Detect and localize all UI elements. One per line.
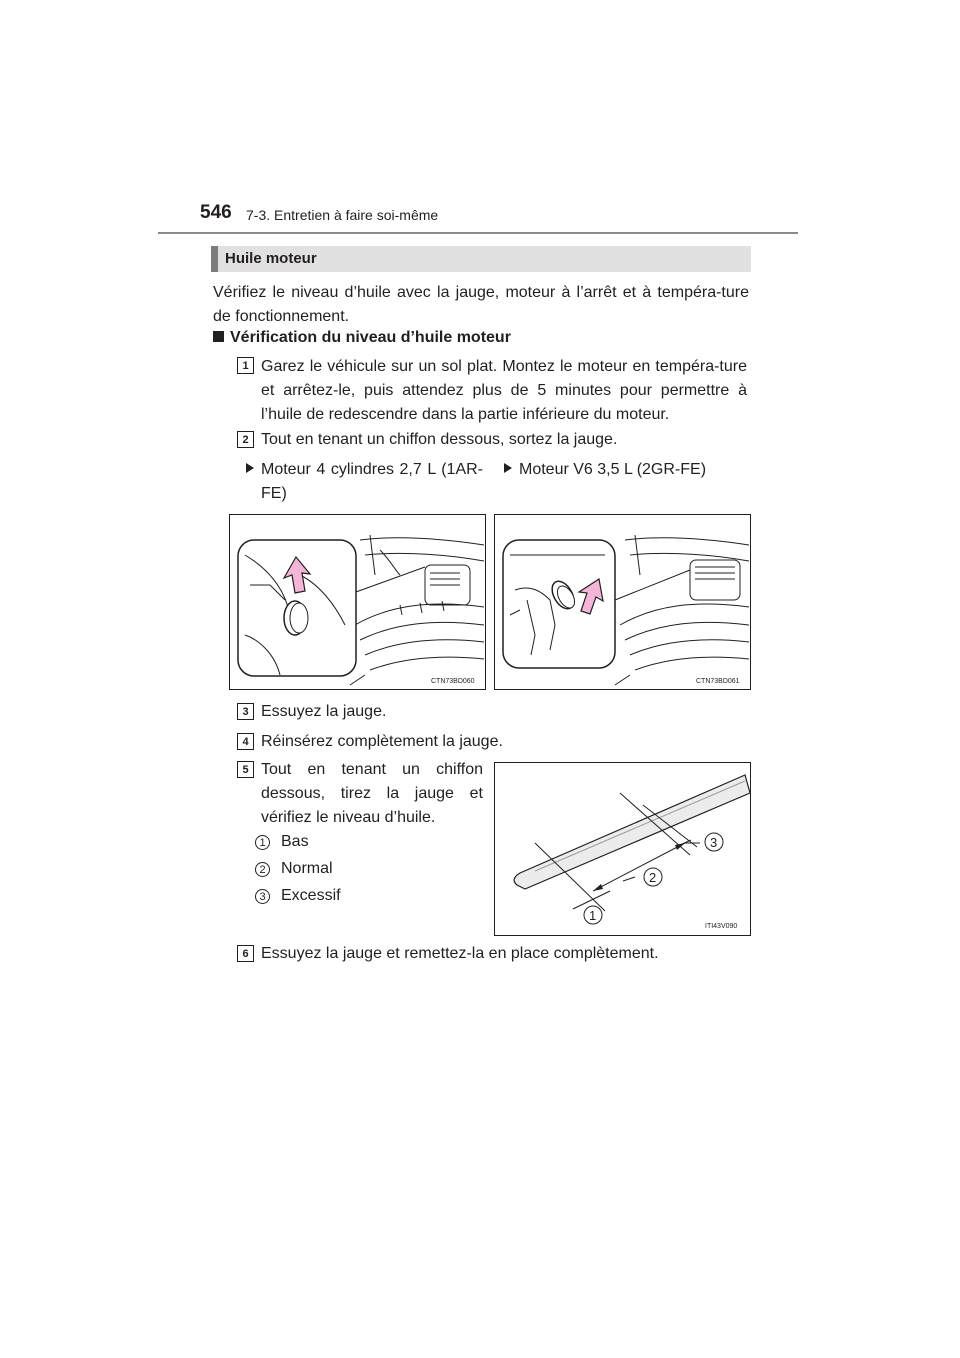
step-number: 6 — [237, 945, 254, 962]
level-label: Normal — [281, 860, 333, 877]
engine-figure-2gr — [494, 514, 751, 690]
figure-code: CTN73BD061 — [696, 678, 740, 685]
level-number: 3 — [255, 889, 270, 904]
subsection-heading — [213, 329, 511, 347]
step-text: Essuyez la jauge. — [261, 703, 387, 720]
header-rule — [158, 232, 798, 234]
step-number: 1 — [237, 357, 254, 374]
square-bullet-icon — [213, 331, 224, 342]
page-number: 546 — [200, 202, 232, 223]
section-stripe — [211, 246, 218, 272]
step-text: Tout en tenant un chiffon dessous, sortez la jauge. — [261, 431, 618, 448]
step-number: 4 — [237, 733, 254, 750]
engine-figure-1ar — [229, 514, 486, 690]
step-text: Réinsérez complètement la jauge. — [261, 733, 503, 750]
level-label: Excessif — [281, 887, 341, 904]
engine-illustration-2gr — [495, 515, 750, 689]
callout-1: 1 — [589, 908, 597, 923]
intro-paragraph: Vérifiez le niveau d’huile avec la jauge, moteur à l’arrêt et à tempéra-ture de fonctionnement. — [213, 284, 749, 325]
engine-label: Moteur 4 cylindres 2,7 L (1AR-FE) — [261, 461, 483, 502]
step-text: Essuyez la jauge et remettez-la en place complètement. — [261, 945, 659, 962]
dipstick-figure — [494, 762, 751, 936]
subsection-title: Vérification du niveau d’huile moteur — [230, 329, 511, 346]
level-label: Bas — [281, 833, 309, 850]
section-heading — [211, 246, 751, 272]
engine-illustration-1ar — [230, 515, 485, 689]
triangle-bullet-icon — [246, 463, 254, 473]
step-number: 2 — [237, 431, 254, 448]
step-number: 5 — [237, 761, 254, 778]
section-title: Huile moteur — [225, 250, 317, 267]
step-number: 3 — [237, 703, 254, 720]
triangle-bullet-icon — [504, 463, 512, 473]
level-number: 1 — [255, 835, 270, 850]
level-number: 2 — [255, 862, 270, 877]
callout-3: 3 — [710, 835, 718, 850]
chapter-title: 7-3. Entretien à faire soi-même — [246, 207, 439, 223]
engine-label: Moteur V6 3,5 L (2GR-FE) — [519, 461, 707, 478]
dipstick-illustration — [495, 763, 750, 935]
figure-code: ITI43V090 — [705, 923, 738, 930]
callout-2: 2 — [649, 870, 657, 885]
step-text: Garez le véhicule sur un sol plat. Montez le moteur en tempéra-ture et arrêtez-le, puis attendez plus de 5 minutes pour permettre à l’huile de redescendre dans la partie inférieure du moteur. — [261, 358, 747, 423]
figure-code: CTN73BD060 — [431, 678, 475, 685]
step-text: Tout en tenant un chiffon dessous, tirez la jauge et vérifiez le niveau d’huile. — [261, 761, 483, 826]
